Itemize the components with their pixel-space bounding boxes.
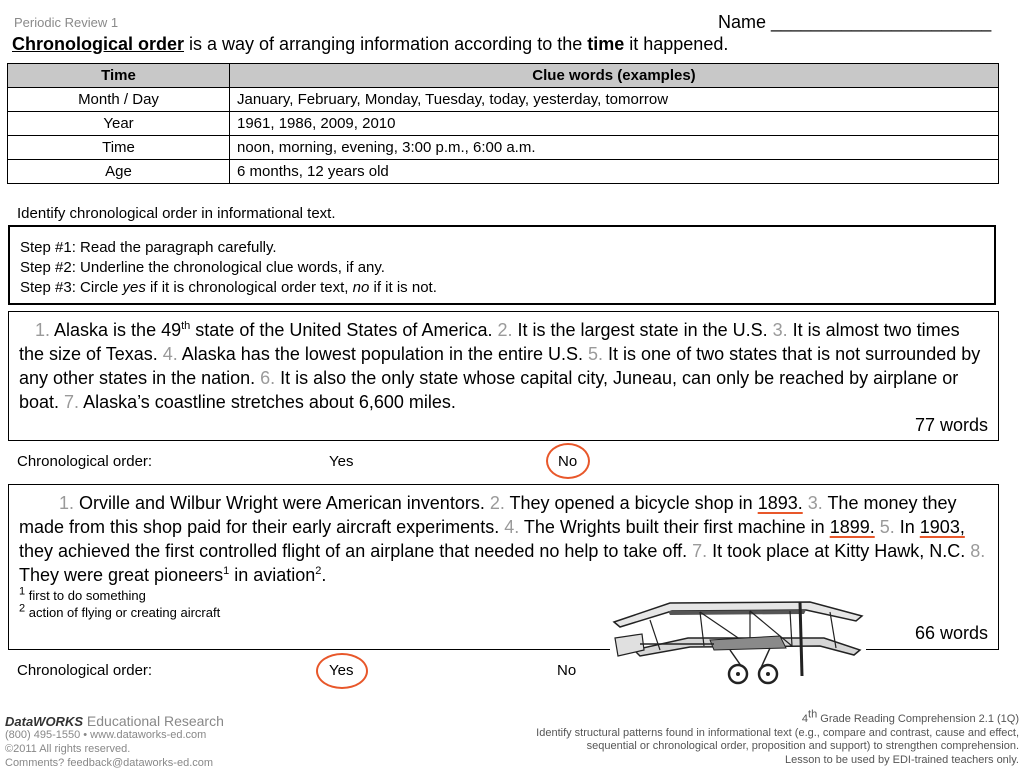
- definition: Chronological order is a way of arranging information according to the time it happened.: [12, 34, 729, 54]
- answer-no-option[interactable]: No: [558, 453, 578, 470]
- table-header-time: Time: [8, 64, 230, 88]
- name-field[interactable]: Name ______________________: [718, 12, 992, 32]
- step-3: Step #3: Circle yes if it is chronological order text, no if it is not.: [20, 279, 437, 296]
- underlined-clue-1893: 1893.: [757, 493, 803, 513]
- table-header-row: [8, 64, 999, 88]
- brand-logo: DataWORKS Educational Research: [5, 713, 224, 729]
- word-count: 77 words: [914, 415, 988, 435]
- passage-text[interactable]: 1. Alaska is the 49th state of the United States of America. 2. It is the largest state in the U.S. 3. It is almost two times the size of Texas. 4. Alaska has the lowest population in the entire U.S. 5. It is one of two states that is not surrounded by any other states in the nation. 6. It is also the only state whose capital city, Juneau, can only be reached by airplane or boat. 7. Alaska’s coastline stretches about 6,600 miles.: [19, 320, 981, 412]
- definition-term: Chronological order: [12, 34, 185, 54]
- footer-standard-line-2: sequential or chronological order, proposition and support) to strengthen comprehension.: [586, 740, 1019, 752]
- answer-yes-option[interactable]: Yes: [329, 662, 354, 679]
- underlined-clue-1903: 1903,: [919, 517, 965, 537]
- answer-yes-option[interactable]: Yes: [329, 453, 354, 470]
- table-cell: Month / Day: [8, 88, 230, 112]
- table-row: [8, 136, 999, 160]
- steps-box: [8, 225, 996, 305]
- biplane-image: [610, 598, 866, 688]
- table-cell: 6 months, 12 years old: [230, 160, 999, 184]
- answer-circle-mark: [316, 653, 368, 689]
- footer-usage: Lesson to be used by EDI-trained teachers only.: [785, 753, 1019, 766]
- answer-label: Chronological order:: [17, 453, 153, 470]
- footer-standard: [536, 708, 1019, 767]
- step-1: Step #1: Read the paragraph carefully.: [20, 239, 277, 256]
- table-row: [8, 88, 999, 112]
- footer-grade: 4th Grade Reading Comprehension 2.1 (1Q): [801, 708, 1019, 725]
- passage-alaska: [8, 311, 999, 441]
- passage-text[interactable]: 1. Orville and Wilbur Wright were American inventors. 2. They opened a bicycle shop in 1893. 3. The money they made from this shop paid for their early aircraft experiments. 4. The Wrights built their first machine in 1899. 5. In 1903, they achieved the first controlled flight of an airplane that needed no help to take off. 7. It took place at Kitty Hawk, N.C. 8. They were great pioneers$^1$ in aviation$^2$.: [19, 493, 986, 585]
- word-count: 66 words: [914, 623, 988, 643]
- underlined-clue-1899: 1899.: [829, 517, 875, 537]
- footer-copyright: ©2011 All rights reserved.: [5, 743, 131, 755]
- footer-standard-line-1: Identify structural patterns found in informational text (e.g., compare and contrast, cause and effect,: [536, 726, 1019, 739]
- table-row: [8, 160, 999, 184]
- footer-comments: Comments? feedback@dataworks-ed.com: [5, 757, 214, 769]
- footnote-2: $^2$ action of flying or creating aircraft: [19, 602, 221, 620]
- table-row: [8, 112, 999, 136]
- footer-phone: (800) 495-1550 • www.dataworks-ed.com: [5, 729, 207, 741]
- review-title: Periodic Review 1: [14, 15, 119, 30]
- table-cell: Year: [8, 112, 230, 136]
- table-cell: 1961, 1986, 2009, 2010: [230, 112, 999, 136]
- table-cell: noon, morning, evening, 3:00 p.m., 6:00 a.m.: [230, 136, 999, 160]
- table-cell: Time: [8, 136, 230, 160]
- answer-label: Chronological order:: [17, 662, 153, 679]
- step-2: Step #2: Underline the chronological clue words, if any.: [20, 259, 385, 276]
- answer-no-option[interactable]: No: [557, 662, 577, 679]
- definition-key: time: [587, 34, 625, 54]
- clue-words-table: [7, 63, 999, 184]
- table-cell: Age: [8, 160, 230, 184]
- instructions-title: Identify chronological order in informational text.: [17, 205, 336, 222]
- answer-circle-mark: [546, 443, 590, 479]
- table-header-clue-words: Clue words (examples): [230, 64, 999, 88]
- footer-contact: [5, 728, 213, 770]
- biplane-icon: [610, 598, 866, 688]
- footnote-1: $^1$ first to do something: [19, 585, 146, 603]
- table-cell: January, February, Monday, Tuesday, today, yesterday, tomorrow: [230, 88, 999, 112]
